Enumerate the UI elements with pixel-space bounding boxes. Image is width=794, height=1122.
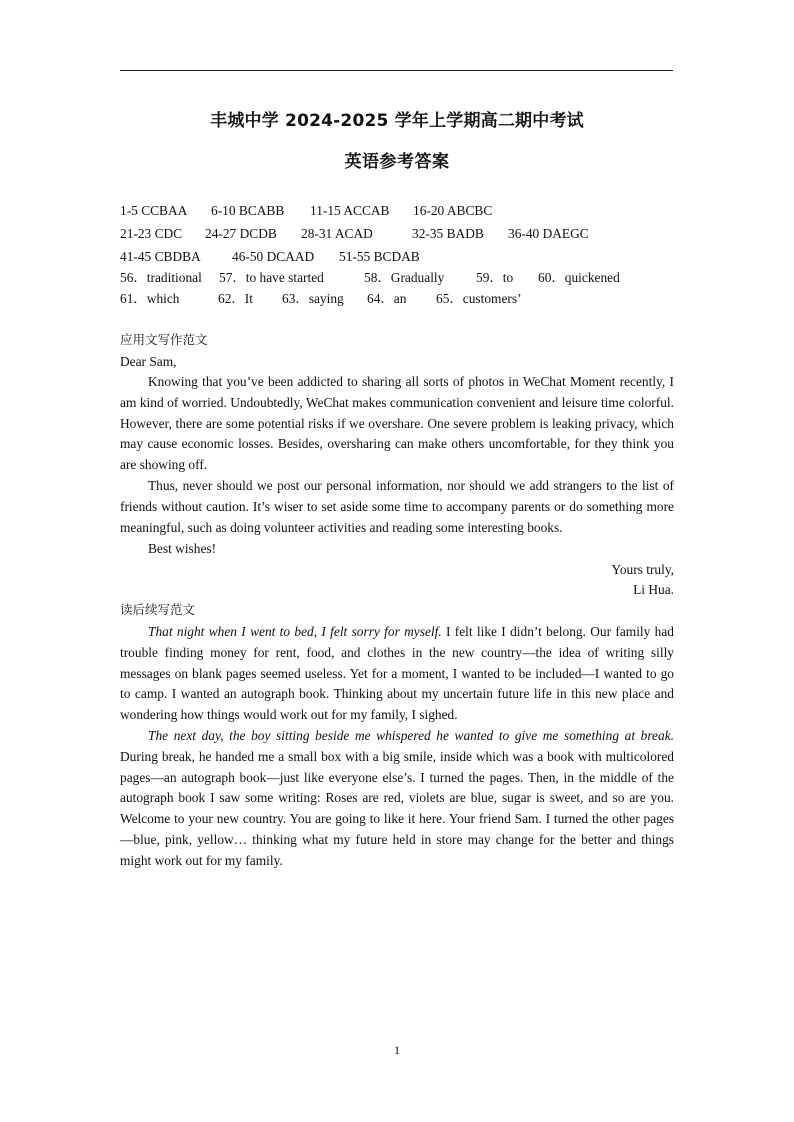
answer-group: 21-23 CDC <box>120 226 183 241</box>
paragraph-lead-sentence: That night when I went to bed, I felt sorry for myself. <box>148 624 442 639</box>
answer-item: 62．It <box>218 291 253 306</box>
continuation-paragraph-2 <box>120 726 674 872</box>
answer-row-3 <box>120 248 420 266</box>
letter-greeting: Dear Sam, <box>120 354 177 369</box>
letter-heading: 应用文写作范文 <box>120 332 208 347</box>
answer-group: 32-35 BADB <box>412 226 484 241</box>
answer-item: 59．to <box>476 270 514 285</box>
answer-item: 64．an <box>367 291 407 306</box>
answer-row-4 <box>120 269 620 287</box>
paragraph-body: I felt like I didn’t belong. Our family had trouble finding money for rent, food, and clothes in the new country—the idea of writing silly messages on blank pages seemed useless. Yet for a moment, I wanted to be included—I wanted to go to camp. I wanted an autograph book. Thinking about my uncertain future life in this new place and wondering how things would work out for my family, I sighed. <box>120 624 674 723</box>
answer-group: 6-10 BCABB <box>211 203 285 218</box>
page-number: 1 <box>394 1043 400 1057</box>
answer-group: 16-20 ABCBC <box>413 203 493 218</box>
continuation-heading: 读后续写范文 <box>120 602 196 617</box>
answer-item: 65．customers’ <box>436 291 522 306</box>
answer-item: 60．quickened <box>538 270 620 285</box>
paragraph-body: During break, he handed me a small box with a big smile, inside which was a book with multicolored pages—an autograph book—just like everyone else’s. I turned the pages. Then, in the middle of the autograph book I saw some writing: Roses are red, violets are blue, sugar is sweet, and so are you. Welcome to your new country. You are going to like it here. Your friend Sam. I turned the other pages—blue, pink, yellow… thinking what my future held in store may change for the better and things might work out for my family. <box>120 748 674 868</box>
letter-paragraph-2: Thus, never should we post our personal information, nor should we add strangers to the list of friends without caution. It’s wiser to set aside some time to accompany parents or do something more meaningful, such as doing volunteer activities and reading some interesting books. <box>120 478 674 535</box>
answer-row-5 <box>120 290 522 308</box>
answer-group: 46-50 DCAAD <box>232 249 315 264</box>
answer-item: 63．saying <box>282 291 344 306</box>
answer-item: 58．Gradually <box>364 270 445 285</box>
answer-group: 41-45 CBDBA <box>120 249 201 264</box>
answer-group: 1-5 CCBAA <box>120 203 188 218</box>
answer-group: 28-31 ACAD <box>301 226 373 241</box>
answer-item: 56．traditional <box>120 270 202 285</box>
answer-group: 51-55 BCDAB <box>339 249 420 264</box>
paragraph-lead-sentence: The next day, the boy sitting beside me whispered he wanted to give me something at break. <box>148 728 674 743</box>
answer-group: 36-40 DAEGC <box>508 226 589 241</box>
page-title: 丰城中学 2024-2025 学年上学期高二期中考试 <box>210 111 584 131</box>
answer-row-2 <box>120 225 589 243</box>
answer-group: 11-15 ACCAB <box>310 203 390 218</box>
answer-item: 61．which <box>120 291 180 306</box>
letter-wishes: Best wishes! <box>148 541 217 556</box>
answer-item: 57．to have started <box>219 270 324 285</box>
answer-group: 24-27 DCDB <box>205 226 277 241</box>
answer-row-1 <box>120 202 493 220</box>
header-rule <box>120 70 673 71</box>
letter-signature: Li Hua. <box>633 582 674 597</box>
letter-closing: Yours truly, <box>611 562 674 577</box>
continuation-paragraph-1 <box>120 622 674 726</box>
page-subtitle: 英语参考答案 <box>344 152 450 172</box>
letter-paragraph-1: Knowing that you’ve been addicted to sharing all sorts of photos in WeChat Moment recently, I am kind of worried. Undoubtedly, WeChat makes communication convenient and leisure time colorful. However, there are some potential risks if we overshare. One severe problem is leaking privacy, which may cause economic losses. Besides, oversharing can make others uncomfortable, for they think you are showing off. <box>120 374 674 473</box>
